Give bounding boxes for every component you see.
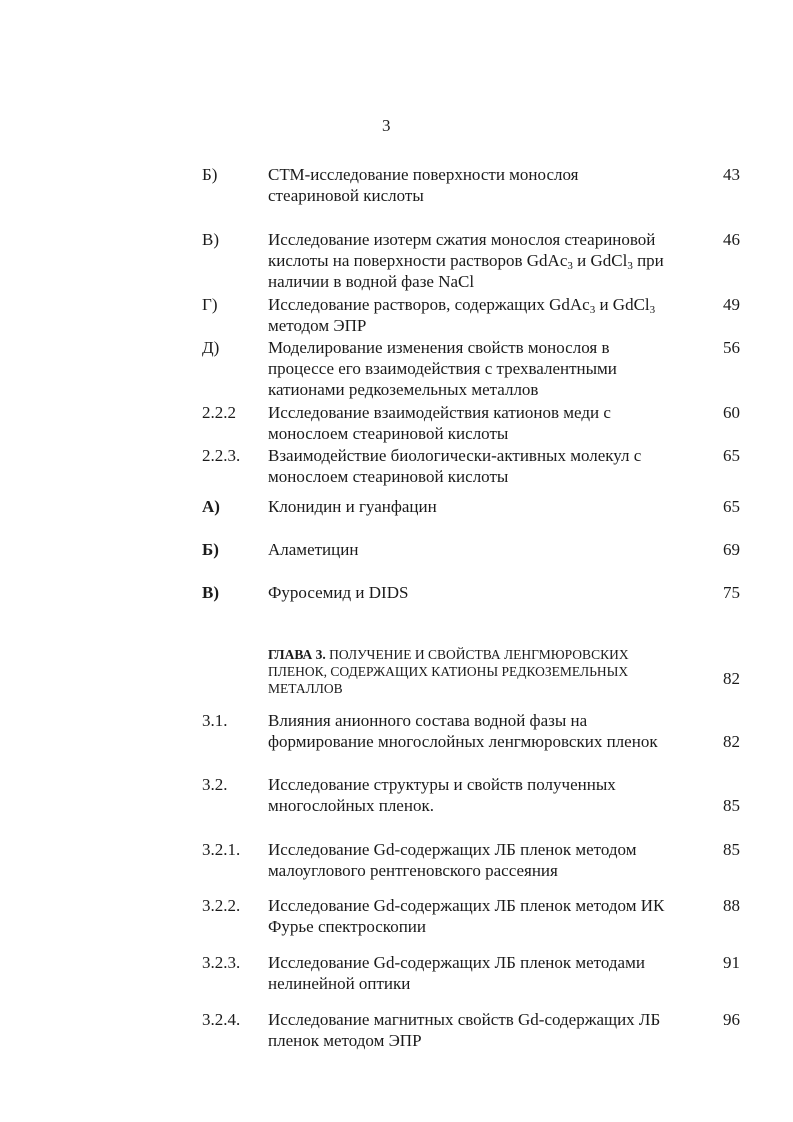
entry-number: 3.2.1.	[202, 840, 241, 859]
entry-page: 69	[723, 540, 740, 559]
entry-title: Аламетицин	[268, 540, 359, 559]
entry-number: Г)	[202, 295, 218, 314]
entry-number: А)	[202, 497, 220, 516]
entry-page: 96	[723, 1010, 740, 1029]
entry-title: СТМ-исследование поверхности монослоя стеариновой кислоты	[268, 165, 579, 205]
entry-title: Исследование изотерм сжатия монослоя стеариновой кислоты на поверхности растворов GdAc$_3$ и GdCl$_3$ при наличии в водной фазе NaCl	[268, 230, 664, 291]
page-number: 3	[382, 116, 391, 135]
entry-number: 2.2.3.	[202, 446, 241, 465]
entry-page: 65	[723, 497, 740, 516]
entry-number: Д)	[202, 338, 220, 357]
chapter-label: ГЛАВА 3.	[268, 647, 326, 662]
entry-page: 85	[723, 840, 740, 859]
entry-page: 75	[723, 583, 740, 602]
entry-title: Исследование Gd-содержащих ЛБ пленок методом ИК Фурье спектроскопии	[268, 896, 665, 936]
entry-number: В)	[202, 583, 219, 602]
entry-page: 49	[723, 295, 740, 314]
entry-page: 56	[723, 338, 740, 357]
entry-page: 91	[723, 953, 740, 972]
entry-page: 88	[723, 896, 740, 915]
entry-number: В)	[202, 230, 219, 249]
entry-page: 46	[723, 230, 740, 249]
entry-number: 3.2.4.	[202, 1010, 241, 1029]
entry-number: 3.2.2.	[202, 896, 241, 915]
entry-title: Влияния анионного состава водной фазы на формирование многослойных ленгмюровских пленок	[268, 711, 658, 751]
entry-title: Исследование магнитных свойств Gd-содержащих ЛБ пленок методом ЭПР	[268, 1010, 661, 1050]
entry-page: 65	[723, 446, 740, 465]
entry-number: 3.2.	[202, 775, 228, 794]
entry-page: 43	[723, 165, 740, 184]
entry-number: Б)	[202, 165, 218, 184]
entry-title: Исследование Gd-содержащих ЛБ пленок методами нелинейной оптики	[268, 953, 645, 993]
entry-title: Фуросемид и DIDS	[268, 583, 409, 602]
chapter-title: ГЛАВА 3. ПОЛУЧЕНИЕ И СВОЙСТВА ЛЕНГМЮРОВСКИХ ПЛЕНОК, СОДЕРЖАЩИХ КАТИОНЫ РЕДКОЗЕМЕЛЬНЫХ МЕТАЛЛОВ	[268, 647, 629, 696]
entry-title: Клонидин и гуанфацин	[268, 497, 437, 516]
entry-page: 82	[723, 732, 740, 751]
entry-title: Моделирование изменения свойств монослоя в процессе его взаимодействия с трехвалентными катионами редкоземельных металлов	[268, 338, 617, 399]
entry-page: 60	[723, 403, 740, 422]
entry-number: 2.2.2	[202, 403, 236, 422]
entry-title: Исследование взаимодействия катионов меди с монослоем стеариновой кислоты	[268, 403, 611, 443]
entry-title: Исследование структуры и свойств полученных многослойных пленок.	[268, 775, 616, 815]
entry-title: Исследование Gd-содержащих ЛБ пленок методом малоуглового рентгеновского рассеяния	[268, 840, 637, 880]
entry-title: Взаимодействие биологически-активных молекул с монослоем стеариновой кислоты	[268, 446, 642, 486]
entry-page: 82	[723, 669, 740, 688]
entry-number: 3.1.	[202, 711, 228, 730]
entry-page: 85	[723, 796, 740, 815]
entry-number: Б)	[202, 540, 219, 559]
entry-title: Исследование растворов, содержащих GdAc$_3$ и GdCl$_3$ методом ЭПР	[268, 295, 656, 335]
entry-number: 3.2.3.	[202, 953, 241, 972]
